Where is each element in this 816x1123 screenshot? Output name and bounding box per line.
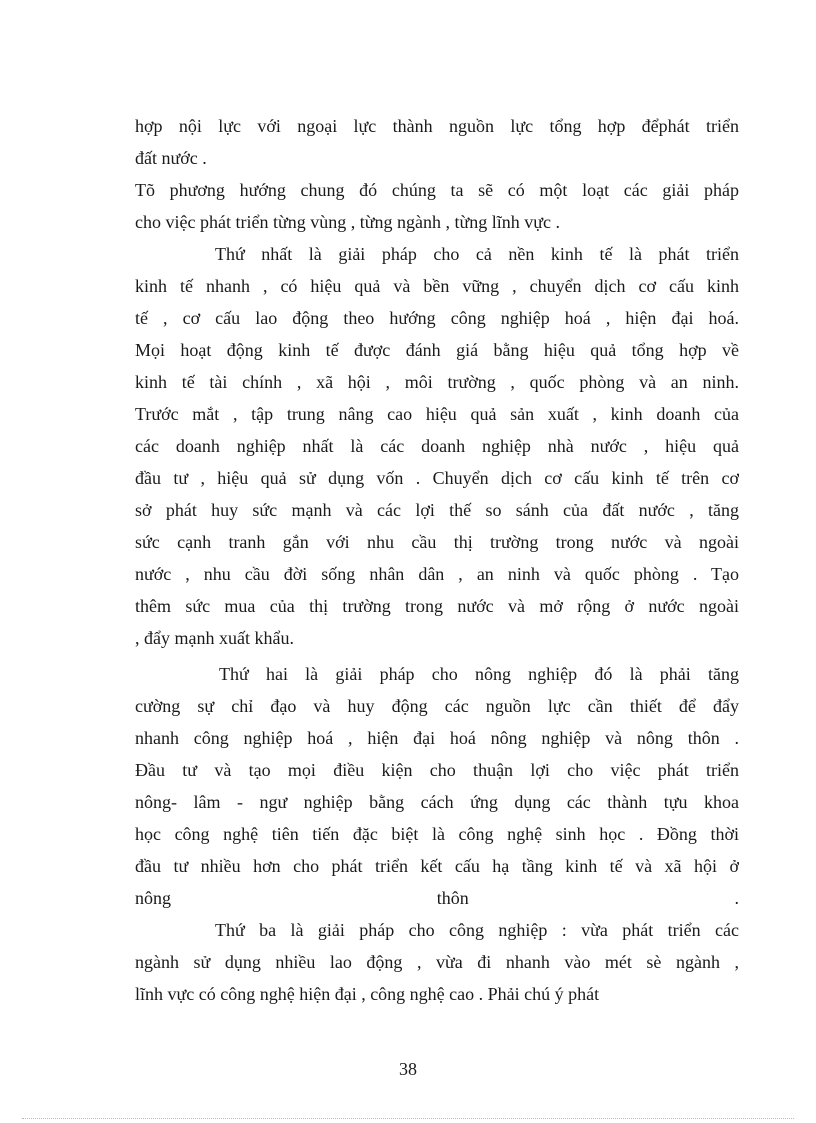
text-line-19: cường sự chỉ đạo và huy động các nguồn lực cần thiết để đẩy: [135, 696, 739, 716]
text-line-3: Tõ phương hướng chung đó chúng ta sẽ có một loạt các giải pháp: [135, 180, 739, 200]
text-line-27: ngành sử dụng nhiều lao động , vừa đi nhanh vào mét sè ngành ,: [135, 952, 739, 972]
text-line-13: sở phát huy sức mạnh và các lợi thế so sánh của đất nước , tăng: [135, 500, 739, 520]
text-line-2: đất nước .: [135, 148, 207, 168]
text-line-14: sức cạnh tranh gắn với nhu cầu thị trường trong nước và ngoài: [135, 532, 739, 552]
page-number: 38: [399, 1059, 417, 1079]
text-line-8: Mọi hoạt động kinh tế được đánh giá bằng hiệu quả tổng hợp về: [135, 340, 739, 360]
text-line-11: các doanh nghiệp nhất là các doanh nghiệp nhà nước , hiệu quả: [135, 436, 739, 456]
text-line-9: kinh tế tài chính , xã hội , môi trường , quốc phòng và an ninh.: [135, 372, 739, 392]
text-line-7: tế , cơ cấu lao động theo hướng công nghiệp hoá , hiện đại hoá.: [135, 308, 739, 328]
text-line-12: đầu tư , hiệu quả sử dụng vốn . Chuyển dịch cơ cấu kinh tế trên cơ: [135, 468, 739, 488]
text-line-5: Thứ nhất là giải pháp cho cả nền kinh tế là phát triển: [215, 244, 739, 264]
text-line-28: lĩnh vực có công nghệ hiện đại , công nghệ cao . Phải chú ý phát: [135, 984, 600, 1004]
text-line-22: nông- lâm - ngư nghiệp bằng cách ứng dụng các thành tựu khoa: [135, 792, 739, 812]
text-line-21: Đầu tư và tạo mọi điều kiện cho thuận lợi cho việc phát triển: [135, 760, 739, 780]
text-line-26: Thứ ba là giải pháp cho công nghiệp : vừa phát triển các: [215, 920, 739, 940]
text-line-17: , đẩy mạnh xuất khẩu.: [135, 628, 294, 648]
text-line-24: đầu tư nhiều hơn cho phát triển kết cấu hạ tầng kinh tế và xã hội ở: [135, 856, 739, 876]
text-line-6: kinh tế nhanh , có hiệu quả và bền vững , chuyển dịch cơ cấu kinh: [135, 276, 739, 296]
text-line-18: Thứ hai là giải pháp cho nông nghiệp đó là phải tăng: [219, 664, 739, 684]
bottom-divider: [22, 1118, 794, 1119]
text-line-1: hợp nội lực với ngoại lực thành nguồn lực tổng hợp đểphát triển: [135, 116, 739, 136]
text-line-15: nước , nhu cầu đời sống nhân dân , an ninh và quốc phòng . Tạo: [135, 564, 739, 584]
text-line-4: cho việc phát triển từng vùng , từng ngành , từng lĩnh vực .: [135, 212, 560, 232]
text-line-23: học công nghệ tiên tiến đặc biệt là công nghệ sinh học . Đồng thời: [135, 824, 739, 844]
text-line-16: thêm sức mua của thị trường trong nước và mở rộng ở nước ngoài: [135, 596, 739, 616]
text-line-25: nông thôn .: [135, 888, 739, 908]
text-line-20: nhanh công nghiệp hoá , hiện đại hoá nông nghiệp và nông thôn .: [135, 728, 739, 748]
text-line-10: Trước mắt , tập trung nâng cao hiệu quả sản xuất , kinh doanh của: [135, 404, 739, 424]
